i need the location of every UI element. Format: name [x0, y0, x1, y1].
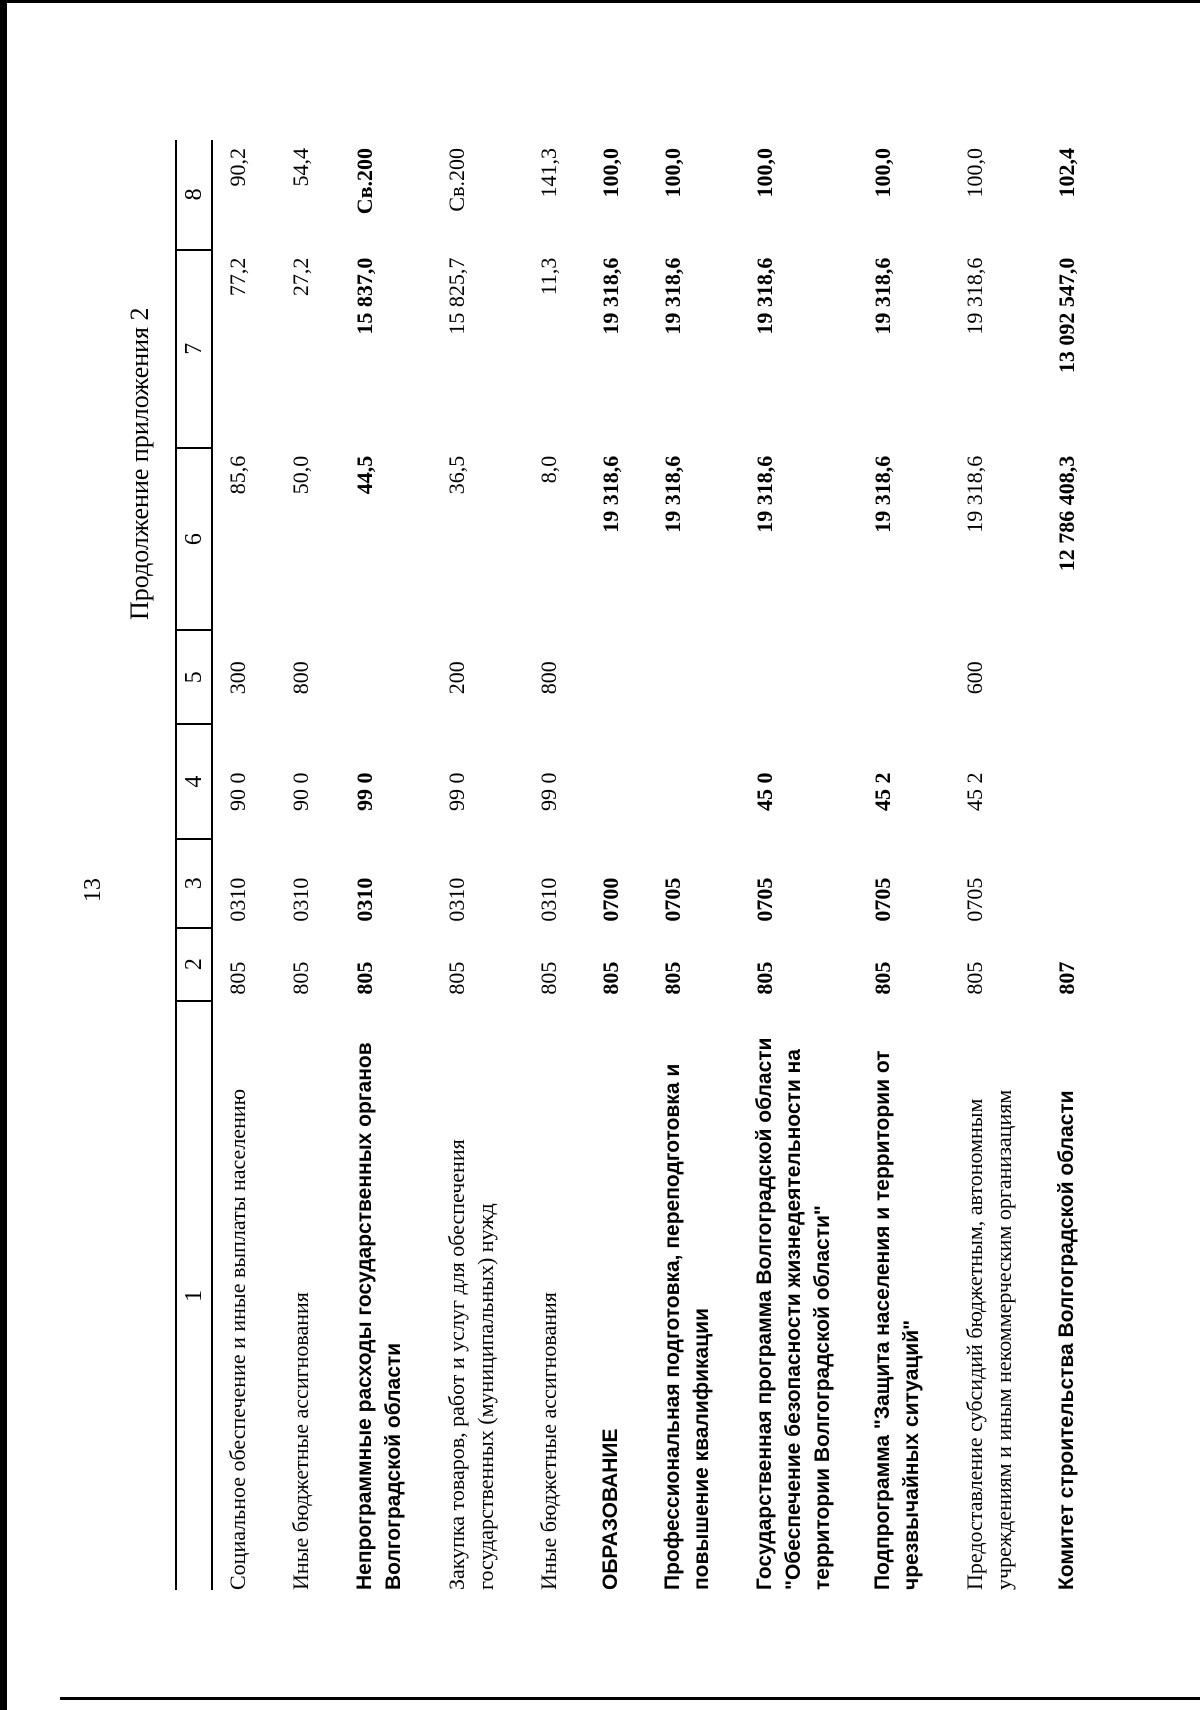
cell-c8: Св.200: [444, 148, 469, 212]
cell-c4: [648, 724, 740, 839]
cell-c8: 100,0: [660, 148, 685, 198]
cell-c2: 807: [1054, 961, 1079, 995]
cell-c2: 805: [752, 961, 777, 995]
table-row: [276, 140, 340, 1590]
cell-c7: 15 825,7: [444, 257, 469, 335]
cell-c5: [586, 630, 648, 724]
cell-c5: 300: [225, 661, 250, 695]
cell-c8: 90,2: [225, 148, 250, 187]
cell-c6: 85,6: [225, 455, 250, 495]
table-row: [648, 140, 740, 1590]
cell-c2: 805: [444, 961, 469, 995]
table-row: [524, 140, 586, 1590]
cell-c3: 0700: [598, 877, 623, 922]
cell-c5: [648, 630, 740, 724]
table-row: [858, 140, 950, 1590]
cell-c2: 805: [598, 961, 623, 995]
cell-c8: 54,4: [288, 148, 313, 187]
cell-c6: 50,0: [288, 455, 313, 495]
cell-c6: 19 318,6: [752, 455, 777, 533]
cell-c4: 99 0: [444, 772, 469, 811]
cell-c4: 90 0: [225, 772, 250, 811]
cell-c7: 13 092 547,0: [1054, 257, 1079, 374]
cell-c7: 19 318,6: [962, 257, 987, 335]
cell-c3: 0705: [752, 877, 777, 922]
appendix-caption: Продолжение приложения 2: [125, 307, 154, 620]
cell-c3: 0705: [870, 877, 895, 922]
cell-c8: 102,4: [1054, 148, 1079, 198]
cell-c4: [1042, 724, 1094, 839]
cell-c8: 141,3: [536, 148, 561, 198]
scan-edge-left: [0, 0, 7, 1710]
table-row: [1042, 140, 1094, 1590]
cell-c8: 100,0: [752, 148, 777, 198]
cell-c7: 11,3: [536, 257, 561, 296]
cell-c6: 19 318,6: [962, 455, 987, 533]
cell-c3: 0705: [962, 877, 987, 922]
cell-c6: 19 318,6: [598, 455, 623, 533]
cell-c4: 90 0: [288, 772, 313, 811]
cell-c2: 805: [288, 961, 313, 995]
col-header: 5: [176, 630, 212, 724]
cell-c3: 0310: [225, 877, 250, 922]
cell-c6: 8,0: [536, 455, 561, 484]
row-label: Государственная программа Волгоградской области "Обеспечение безопасности жизнедеятельности на территории Волгоградской области": [753, 1037, 834, 1590]
row-label: Закупка товаров, работ и услуг для обеспечения государственных (муниципальных) нужд: [444, 1139, 498, 1590]
cell-c8: Св.200: [352, 148, 377, 215]
cell-c6: 19 318,6: [870, 455, 895, 533]
cell-c4: 45 2: [962, 772, 987, 811]
col-header: 8: [176, 140, 212, 250]
cell-c3: 0310: [352, 877, 377, 922]
scan-edge-top: [0, 0, 1200, 3]
cell-c3: 0310: [288, 877, 313, 922]
cell-c2: 805: [870, 961, 895, 995]
cell-c4: [586, 724, 648, 839]
row-label: Подпрограмма "Защита населения и территории от чрезвычайных ситуаций": [871, 1050, 923, 1590]
table-row: [212, 140, 276, 1590]
rotated-page: [80, 120, 1100, 1620]
cell-c7: 19 318,6: [660, 257, 685, 335]
row-label: Социальное обеспечение и иные выплаты населению: [225, 1088, 250, 1590]
cell-c3: 0310: [536, 877, 561, 922]
cell-c4: 45 2: [870, 772, 895, 811]
table-row: [586, 140, 648, 1590]
cell-c2: 805: [225, 961, 250, 995]
cell-c7: 77,2: [225, 257, 250, 297]
col-header: 3: [176, 839, 212, 928]
col-header: 4: [176, 724, 212, 839]
cell-c2: 805: [536, 961, 561, 995]
scan-edge-bottom: [60, 1697, 1200, 1700]
row-label: Иные бюджетные ассигнования: [288, 1292, 313, 1590]
cell-c8: 100,0: [870, 148, 895, 198]
cell-c3: [1042, 839, 1094, 928]
cell-c5: 800: [288, 661, 313, 695]
cell-c6: 44,5: [352, 455, 377, 495]
col-header: 7: [176, 250, 212, 448]
page-number: 13: [80, 878, 106, 902]
cell-c3: 0310: [444, 877, 469, 922]
cell-c5: [858, 630, 950, 724]
col-header: 6: [176, 448, 212, 631]
cell-c5: [740, 630, 858, 724]
cell-c5: 800: [536, 661, 561, 695]
header-row: [176, 140, 212, 1590]
cell-c5: 600: [962, 661, 987, 695]
cell-c2: 805: [660, 961, 685, 995]
cell-c3: 0705: [660, 877, 685, 922]
table-row: [340, 140, 432, 1590]
cell-c7: 15 837,0: [352, 257, 377, 335]
cell-c5: 200: [444, 661, 469, 695]
cell-c6: 36,5: [444, 455, 469, 495]
row-label: Комитет строительства Волгоградской области: [1055, 1090, 1078, 1590]
row-label: Иные бюджетные ассигнования: [536, 1292, 561, 1590]
row-label: Непрограммные расходы государственных органов Волгоградской области: [353, 1042, 405, 1590]
cell-c2: 805: [352, 961, 377, 995]
cell-c7: 19 318,6: [752, 257, 777, 335]
cell-c7: 27,2: [288, 257, 313, 297]
cell-c2: 805: [962, 961, 987, 995]
cell-c8: 100,0: [598, 148, 623, 198]
cell-c5: [340, 630, 432, 724]
cell-c7: 19 318,6: [870, 257, 895, 335]
cell-c6: 19 318,6: [660, 455, 685, 533]
cell-c5: [1042, 630, 1094, 724]
cell-c8: 100,0: [962, 148, 987, 198]
table-row: [432, 140, 524, 1590]
cell-c4: 99 0: [536, 772, 561, 811]
cell-c6: 12 786 408,3: [1054, 455, 1079, 572]
cell-c7: 19 318,6: [598, 257, 623, 335]
row-label: ОБРАЗОВАНИЕ: [599, 1428, 622, 1590]
col-header: 2: [176, 928, 212, 1001]
budget-table: [175, 140, 1094, 1590]
row-label: Профессиональная подготовка, переподготовка и повышение квалификации: [661, 1063, 713, 1590]
row-label: Предоставление субсидий бюджетным, автономным учреждениям и иным некоммерческим организациям: [962, 1089, 1016, 1590]
table-row: [950, 140, 1042, 1590]
cell-c4: 99 0: [352, 772, 377, 811]
table-row: [740, 140, 858, 1590]
cell-c4: 45 0: [752, 772, 777, 811]
col-header: 1: [176, 1001, 212, 1590]
